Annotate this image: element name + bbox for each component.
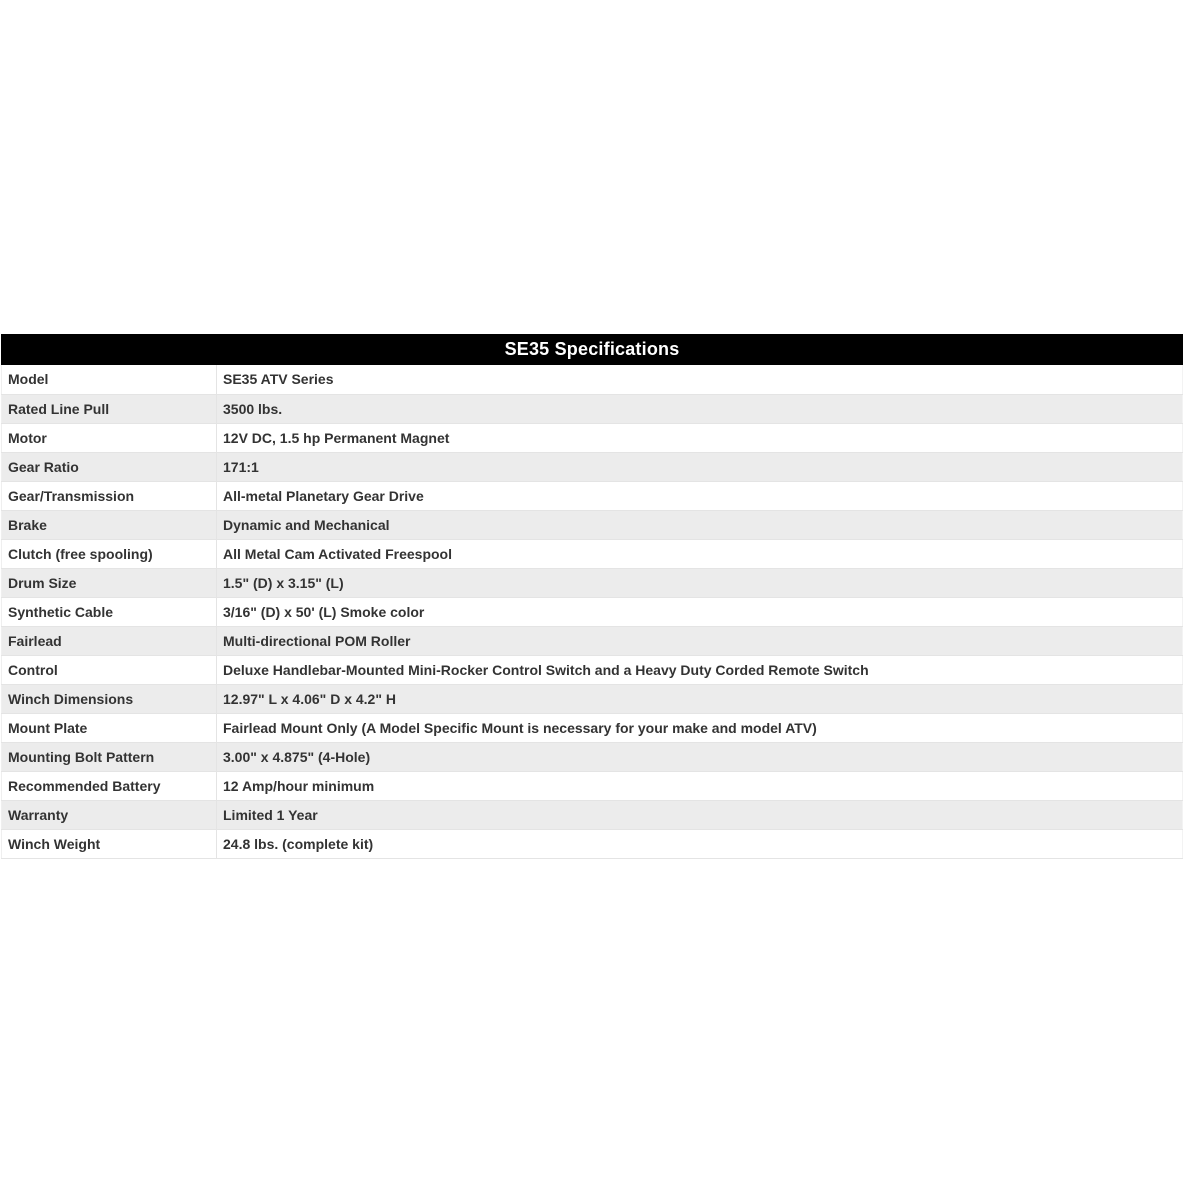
spec-row-label: Winch Dimensions [2,684,217,713]
spec-table-title: SE35 Specifications [1,334,1183,365]
spec-row-label: Fairlead [2,626,217,655]
spec-table-body [2,365,1183,858]
spec-row-value: 12 Amp/hour minimum [217,771,1183,800]
spec-row-label: Clutch (free spooling) [2,539,217,568]
spec-row [2,684,1183,713]
spec-row [2,423,1183,452]
spec-row-label: Motor [2,423,217,452]
spec-row-label: Model [2,365,217,394]
spec-row-value: Deluxe Handlebar-Mounted Mini-Rocker Control Switch and a Heavy Duty Corded Remote Switch [217,655,1183,684]
spec-row [2,829,1183,858]
spec-row-value: 12V DC, 1.5 hp Permanent Magnet [217,423,1183,452]
spec-row-value: Multi-directional POM Roller [217,626,1183,655]
spec-row [2,800,1183,829]
spec-row-value: SE35 ATV Series [217,365,1183,394]
spec-row-label: Control [2,655,217,684]
spec-row-value: 171:1 [217,452,1183,481]
spec-row-value: All Metal Cam Activated Freespool [217,539,1183,568]
spec-row-label: Gear Ratio [2,452,217,481]
spec-row-label: Drum Size [2,568,217,597]
spec-row-label: Mounting Bolt Pattern [2,742,217,771]
spec-row-value: 1.5" (D) x 3.15" (L) [217,568,1183,597]
spec-row-label: Warranty [2,800,217,829]
spec-row-label: Synthetic Cable [2,597,217,626]
spec-row [2,510,1183,539]
spec-row [2,713,1183,742]
spec-table-grid [1,365,1183,859]
spec-row-value: Dynamic and Mechanical [217,510,1183,539]
spec-row-value: 3.00" x 4.875" (4-Hole) [217,742,1183,771]
spec-row-value: All-metal Planetary Gear Drive [217,481,1183,510]
spec-row-value: 3500 lbs. [217,394,1183,423]
spec-row-label: Brake [2,510,217,539]
spec-row [2,771,1183,800]
spec-row [2,481,1183,510]
spec-row [2,394,1183,423]
spec-row [2,742,1183,771]
spec-row [2,365,1183,394]
spec-row [2,452,1183,481]
spec-row [2,539,1183,568]
spec-row-label: Winch Weight [2,829,217,858]
spec-row [2,568,1183,597]
spec-table [1,334,1183,859]
spec-row [2,626,1183,655]
spec-row-label: Recommended Battery [2,771,217,800]
spec-row-value: 12.97" L x 4.06" D x 4.2" H [217,684,1183,713]
spec-row-label: Mount Plate [2,713,217,742]
spec-row-value: 3/16" (D) x 50' (L) Smoke color [217,597,1183,626]
spec-row-label: Gear/Transmission [2,481,217,510]
spec-row-value: 24.8 lbs. (complete kit) [217,829,1183,858]
spec-row-value: Fairlead Mount Only (A Model Specific Mount is necessary for your make and model ATV) [217,713,1183,742]
spec-row-label: Rated Line Pull [2,394,217,423]
spec-row-value: Limited 1 Year [217,800,1183,829]
spec-row [2,597,1183,626]
spec-row [2,655,1183,684]
